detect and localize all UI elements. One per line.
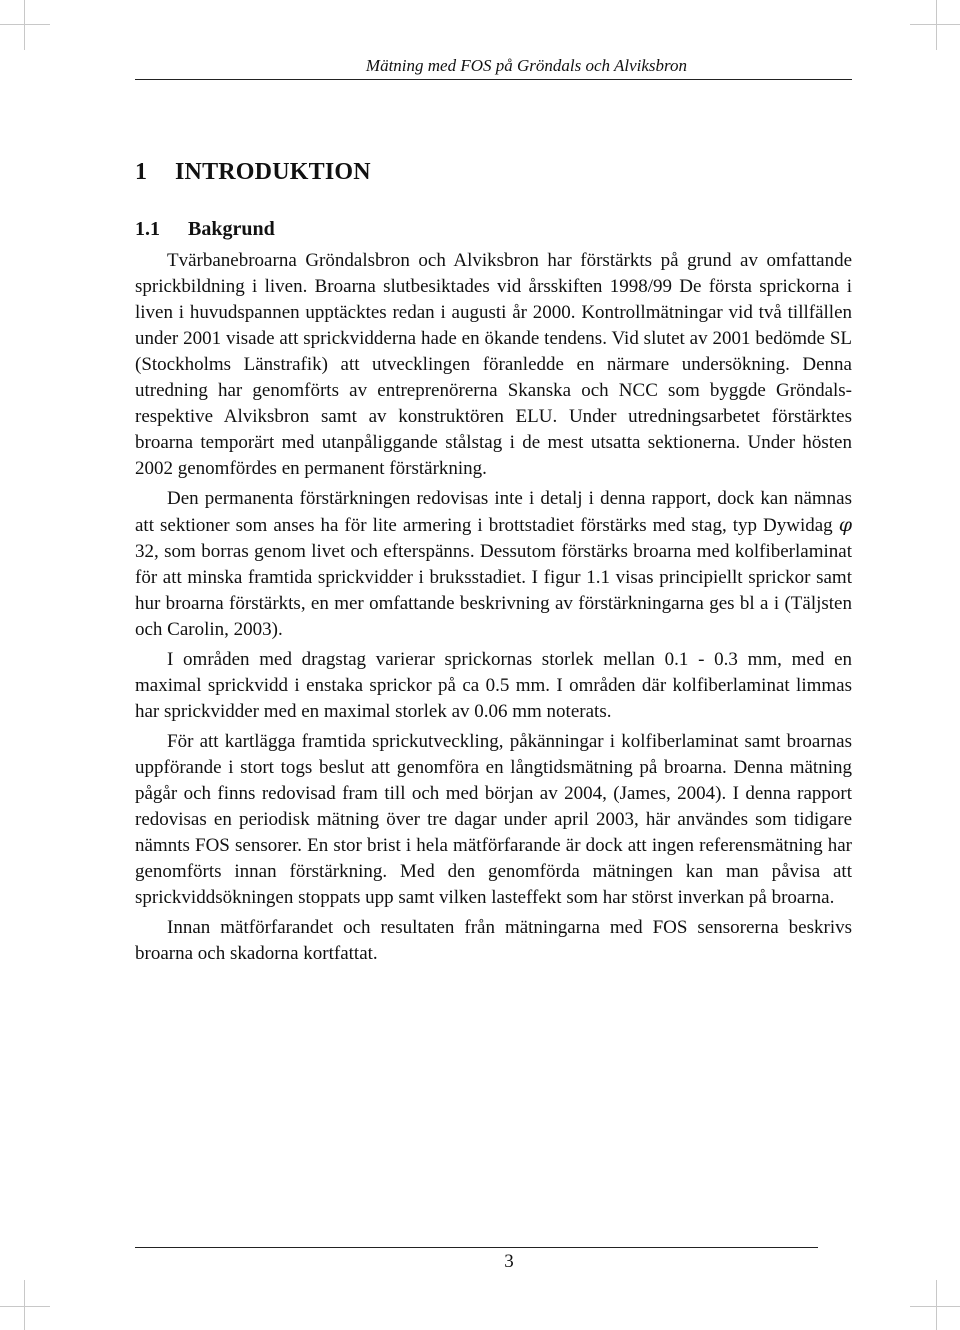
paragraph-1: Tvärbanebroarna Gröndalsbron och Alviksbron har förstärkts på grund av omfattande sprickbildning i liven. Broarna slutbesiktades vid årsskiften 1998/99 De första sprickorna i liven i huvudspannen upptäcktes redan i augusti år 2000. Kontrollmätningar vid två tillfällen under 2001 visade att sprickvidderna hade en ökande tendens. Vid slutet av 2001 bedömde SL (Stockholms Länstrafik) att utvecklingen föranledde en närmare undersökning. Denna utredning har genomförts av entreprenörerna Skanska och NCC som byggde Gröndals- respektive Alviksbron samt av konstruktören ELU. Under utredningsarbetet förstärktes broarna temporärt med utanpåliggande stålstag i de mest utsatta sektionerna. Under hösten 2002 genomfördes en permanent förstärkning. [135, 250, 852, 479]
paragraph-2-part-a: Den permanenta förstärkningen redovisas inte i detalj i denna rapport, dock kan nämnas att sektioner som anses ha för lite armering i brottstadiet förstärks med stag, typ Dywidag [135, 488, 852, 536]
section-title: Bakgrund [188, 218, 275, 240]
body-text [135, 248, 852, 971]
page-number: 3 [504, 1251, 514, 1272]
section-heading [135, 215, 275, 243]
crop-mark-bottom-left-v [24, 1280, 25, 1330]
chapter-heading [135, 156, 371, 188]
crop-mark-bottom-right-v [936, 1280, 937, 1330]
paragraph-2-part-b: 32, som borras genom livet och efterspänns. Dessutom förstärks broarna med kolfiberlaminat för att minska framtida sprickvidder i bruksstadiet. I figur 1.1 visas principiellt sprickor samt hur broarna förstärkts, en mer omfattande beskrivning av förstärkningarna ges bl a i (Täljsten och Carolin, 2003). [135, 541, 852, 640]
chapter-title: INTRODUKTION [175, 159, 371, 185]
footer-rule [135, 1247, 818, 1248]
running-header: Mätning med FOS på Gröndals och Alviksbron [365, 56, 687, 75]
header-rule [135, 79, 852, 80]
phi-diameter-symbol: φ [838, 514, 853, 536]
crop-mark-top-left-v [24, 0, 25, 50]
chapter-number: 1 [135, 159, 148, 185]
crop-mark-bottom-right-h [910, 1306, 960, 1307]
crop-mark-top-right-h [910, 24, 960, 25]
paragraph-3: I områden med dragstag varierar sprickornas storlek mellan 0.1 - 0.3 mm, med en maximal sprickvidd i enstaka sprickor på ca 0.5 mm. I områden där kolfiberlaminat limmas har sprickvidder med en maximal storlek av 0.06 mm noterats. [135, 649, 852, 722]
crop-mark-top-left-h [0, 24, 50, 25]
paragraph-4: För att kartlägga framtida sprickutveckling, påkänningar i kolfiberlaminat samt broarnas uppförande i stort togs beslut att genomföra en långtidsmätning på broarna. Denna mätning pågår och finns redovisad fram till och med början av 2004, (James, 2004). I denna rapport redovisas en periodisk mätning över tre dagar under april 2003, här användes som tidigare nämnts FOS sensorer. En stor brist i hela mätförfarande är dock att ingen referensmätning har genomförts innan förstärkning. Med den genomförda mätningen kan man påvisa att sprickviddsökningen stoppats upp samt vilken lasteffekt som har störst inverkan på broarna. [135, 731, 852, 908]
crop-mark-bottom-left-h [0, 1306, 50, 1307]
section-number: 1.1 [135, 218, 160, 240]
crop-mark-top-right-v [936, 0, 937, 50]
paragraph-5: Innan mätförfarandet och resultaten från mätningarna med FOS sensorerna beskrivs broarna och skadorna kortfattat. [135, 917, 852, 964]
paragraph-2 [135, 486, 852, 643]
